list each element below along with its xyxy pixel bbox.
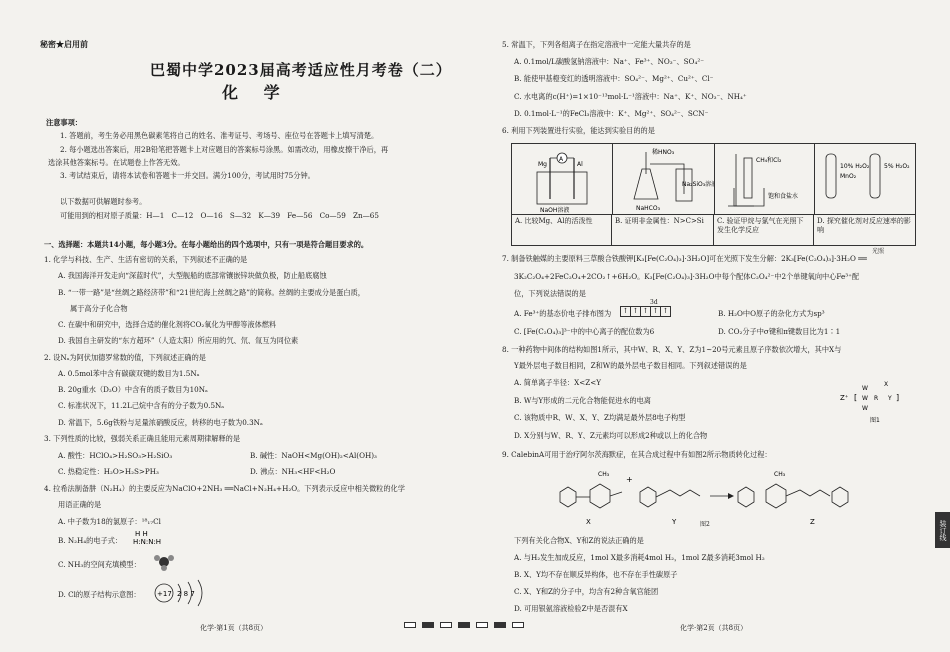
svg-text:稀HNO₃: 稀HNO₃ (652, 149, 675, 156)
question-line: 7. 制备铁触媒的主要原料三草酸合铁酸钾[K₃[Fe(C₂O₄)₃]·3H₂O]可在光照下发生分解：2K₃[Fe(C₂O₄)₃]·3H₂O ══ (502, 254, 867, 263)
option-line: A. Fe³⁺的基态价电子排布图为 (514, 309, 612, 318)
option-line: C. 该物质中R、W、X、Y、Z均满足最外层8电子构型 (514, 413, 686, 422)
option-line: A. 中子数为18的氯原子：¹⁸₁₇Cl (58, 517, 161, 526)
label-y: Y (672, 518, 677, 526)
option-line: A. 0.5mol苯中含有碳碳双键的数目为1.5Nₐ (58, 369, 200, 378)
svg-text:饱和食盐水: 饱和食盐水 (768, 193, 799, 200)
experiment-a-label: A. 比较Mg、Al的活泼性 (512, 214, 612, 245)
binding-side-tab: 装订线 (935, 512, 950, 548)
svg-text:A: A (559, 156, 564, 163)
option-line: A. 0.1mol/L碳酸氢钠溶液中：Na⁺、Fe³⁺、NO₃⁻、SO₄²⁻ (514, 57, 705, 66)
option-line: D. 常温下，5.6g铁粉与足量浓硝酸反应，转移的电子数为0.3Nₐ (58, 418, 263, 427)
svg-text:]: ] (896, 393, 900, 402)
experiment-c-label: C. 验证甲烷与氯气在光照下发生化学反应 (714, 214, 814, 245)
svg-text:5% H₂O₂: 5% H₂O₂ (884, 163, 910, 170)
option-line: C. 标准状况下，11.2L己烷中含有的分子数为0.5Nₐ (58, 401, 225, 410)
svg-text:Z⁺: Z⁺ (840, 394, 849, 402)
svg-text:CH₃: CH₃ (598, 471, 610, 478)
subject-title: 化 学 (222, 83, 290, 102)
light-condition: 光照 (872, 248, 885, 255)
svg-text:MnO₂: MnO₂ (840, 173, 857, 180)
question-line: 8. 一种药物中间体的结构如图1所示，其中W、R、X、Y、Z为1~20号元素且原子序数依次增大，其中X与 (502, 345, 842, 354)
experiment-d-label: D. 探究催化剂对反应速率的影响 (814, 214, 915, 245)
orbital-diagram: ↑ ↑ ↑ ↑ ↑ (621, 306, 671, 317)
svg-text:Mg: Mg (538, 161, 547, 168)
question-line: 4. 拉希法制备肼（N₂H₄）的主要反应为NaClO+2NH₃ ══NaCl+N₂H₄+H₂O。下列表示反应中相关微粒的化学 (44, 484, 405, 493)
option-line: A. 酸性：HClO₄>H₂SO₃>H₂SiO₃ (58, 451, 173, 460)
notes-heading: 注意事项： (46, 118, 82, 127)
question-line: 5. 常温下，下列各组离子在指定溶液中一定能大量共存的是 (502, 40, 691, 49)
svg-text:Al: Al (577, 161, 583, 168)
svg-text:Na₂SiO₃溶液: Na₂SiO₃溶液 (682, 181, 714, 188)
option-line: B. N₂H₄的电子式： (58, 536, 123, 545)
note-item: 选涂其他答案标号。在试题卷上作答无效。 (48, 158, 185, 167)
option-line: A. 与H₂发生加成反应，1mol X最多消耗4mol H₂，1mol Z最多消耗3mol H₂ (514, 553, 765, 562)
experiment-a-diagram (512, 144, 613, 214)
option-line: D. 可用银氨溶液检验Z中是否混有X (514, 604, 628, 613)
footer-left: 化学·第1页（共8页） (200, 624, 268, 632)
option-line: D. CO₂分子中σ键和π键数目比为1∶1 (718, 327, 841, 336)
figure1-caption: 图1 (870, 417, 880, 424)
orbital-label: 3d (650, 299, 658, 306)
option-line: A. 我国海洋开发走向“深蓝时代”，大型舰船的底部常镶嵌锌块做负极，防止船底腐蚀 (58, 271, 327, 280)
option-line: A. 简单离子半径：X<Z<Y (514, 378, 601, 387)
option-line: D. 我国自主研发的“东方超环”（人造太阳）所应用的氕、氘、氚互为同位素 (58, 336, 299, 345)
question-line: 位，下列说法错误的是 (514, 289, 586, 298)
question-line: 下列有关化合物X、Y和Z的说法正确的是 (514, 536, 644, 545)
option-line: D. 沸点：NH₃<HF<H₂O (250, 467, 336, 476)
note-item: 1. 答题前，考生务必用黑色碳素笔将自己的姓名、准考证号、考场号、座位号在答题卡上填写清楚。 (60, 131, 379, 140)
svg-text:W: W (862, 385, 868, 392)
svg-text:W: W (862, 395, 868, 402)
figure2-caption: 图2 (700, 521, 710, 528)
secret-label: 秘密★启用前 (40, 39, 88, 49)
option-line: D. X分别与W、R、Y、Z元素均可以形成2种或以上的化合物 (514, 431, 708, 440)
experiment-b-diagram (612, 144, 715, 214)
option-line: 属于高分子化合物 (70, 304, 128, 313)
svg-text:+: + (626, 475, 633, 484)
note-item: 3. 考试结束后，请将本试卷和答题卡一并交回。满分100分，考试用时75分钟。 (60, 171, 315, 180)
svg-text:[: [ (854, 393, 858, 402)
svg-text:CH₄和Cl₂: CH₄和Cl₂ (756, 157, 782, 164)
option-line: D. 0.1mol·L⁻¹的FeCl₃溶液中：K⁺、Mg²⁺、SO₄²⁻、SCN⁻ (514, 109, 709, 118)
question-line: 3. 下列性质的比较，强弱关系正确且能用元素周期律解释的是 (44, 434, 241, 443)
svg-text:Y: Y (888, 395, 892, 402)
label-z: Z (810, 518, 815, 526)
nucleus-charge: +17 (157, 590, 172, 598)
question-line: 9. CalebinA可用于治疗阿尔茨海默症，在其合成过程中有如图2所示物质转化过程： (502, 450, 772, 459)
question-line: 用语正确的是 (58, 500, 102, 509)
shell-electrons: 2 8 7 (177, 590, 195, 598)
question-line: Y最外层电子数目相同，Z和W的最外层电子数目相同。下列叙述错误的是 (514, 361, 747, 370)
option-line: C. 热稳定性：H₂O>H₂S>PH₃ (58, 467, 159, 476)
option-line: B. X、Y均不存在顺反异构体，也不存在手性碳原子 (514, 570, 678, 579)
option-line: B. W与Y形成的二元化合物能促进水的电离 (514, 396, 651, 405)
option-line: B. 20g重水（D₂O）中含有的质子数目为10Nₐ (58, 385, 208, 394)
option-line: C. 在碳中和研究中，选择合适的催化剂将CO₂氧化为甲醇等液体燃料 (58, 320, 277, 329)
option-line: B. H₂O中O原子的杂化方式为sp³ (718, 309, 825, 318)
question-line: 3K₂C₂O₄+2FeC₂O₄+2CO₂↑+6H₂O。K₃[Fe(C₂O₄)₃]·3H₂O中每个配体C₂O₄²⁻中2个单键氧向中心Fe³⁺配 (514, 272, 860, 281)
option-line: C. [Fe(C₂O₄)₃]³⁻中的中心离子的配位数为6 (514, 327, 655, 336)
option-line: C. 水电离的c(H⁺)=1×10⁻¹³mol·L⁻¹溶液中：Na⁺、K⁺、NO₃⁻、NH₄⁺ (514, 92, 747, 101)
experiment-table (511, 143, 916, 246)
option-line: D. Cl的原子结构示意图： (58, 590, 141, 599)
electron-formula-icon (133, 528, 167, 550)
exam-title: 巴蜀中学2023届高考适应性月考卷（二） (150, 61, 452, 79)
svg-text:CH₃: CH₃ (774, 471, 786, 478)
experiment-d-diagram (814, 144, 915, 214)
nh3-space-filling-model-icon (152, 553, 178, 571)
footer-right: 化学·第2页（共8页） (680, 624, 748, 632)
section-heading: 一、选择题：本题共14小题，每小题3分。在每小题给出的四个选项中，只有一项是符合题目要求的。 (44, 240, 369, 249)
svg-text:H:N:N:H: H:N:N:H (133, 538, 162, 546)
option-line: B. 碱性：NaOH<Mg(OH)₂<Al(OH)₃ (250, 451, 377, 460)
svg-text:X: X (884, 381, 889, 388)
svg-text:H H: H H (135, 530, 148, 538)
svg-text:10% H₂O₂: 10% H₂O₂ (840, 163, 870, 170)
option-line: C. NH₃的空间充填模型： (58, 560, 141, 569)
experiment-c-diagram (714, 144, 815, 214)
figure1-structure (838, 376, 908, 426)
option-line: B. “一带一路”是“丝绸之路经济带”和“21世纪海上丝绸之路”的简称。丝绸的主要成分是蛋白质， (58, 288, 365, 297)
atomic-masses: 可能用到的相对原子质量：H—1 C—12 O—16 S—32 K—39 Fe—56 Co—59 Zn—65 (60, 211, 379, 220)
option-line: B. 能使甲基橙变红的透明溶液中：SO₄²⁻、Mg²⁺、Cu²⁺、Cl⁻ (514, 74, 714, 83)
cl-atom-structure-icon (150, 578, 220, 608)
question-line: 6. 利用下列装置进行实验，能达到实验目的的是 (502, 126, 655, 135)
svg-text:R: R (874, 395, 879, 402)
svg-text:W: W (862, 405, 868, 412)
option-line: C. X、Y和Z的分子中，均含有2种含氧官能团 (514, 587, 659, 596)
note-item: 2. 每小题选出答案后，用2B铅笔把答题卡上对应题目的答案标号涂黑。如需改动，用橡皮擦干净后，再 (60, 145, 389, 154)
page-divider (404, 622, 524, 628)
svg-text:NaHCO₃: NaHCO₃ (636, 205, 660, 212)
question-line: 1. 化学与科技、生产、生活有密切的关系，下列叙述不正确的是 (44, 255, 248, 264)
svg-text:NaOH溶液: NaOH溶液 (540, 207, 570, 214)
experiment-b-label: B. 证明非金属性：N>C>Si (612, 214, 714, 245)
ref-text: 以下数据可供解题时参考。 (60, 197, 147, 206)
question-line: 2. 设Nₐ为阿伏加德罗常数的值，下列叙述正确的是 (44, 353, 206, 362)
label-x: X (586, 518, 591, 526)
